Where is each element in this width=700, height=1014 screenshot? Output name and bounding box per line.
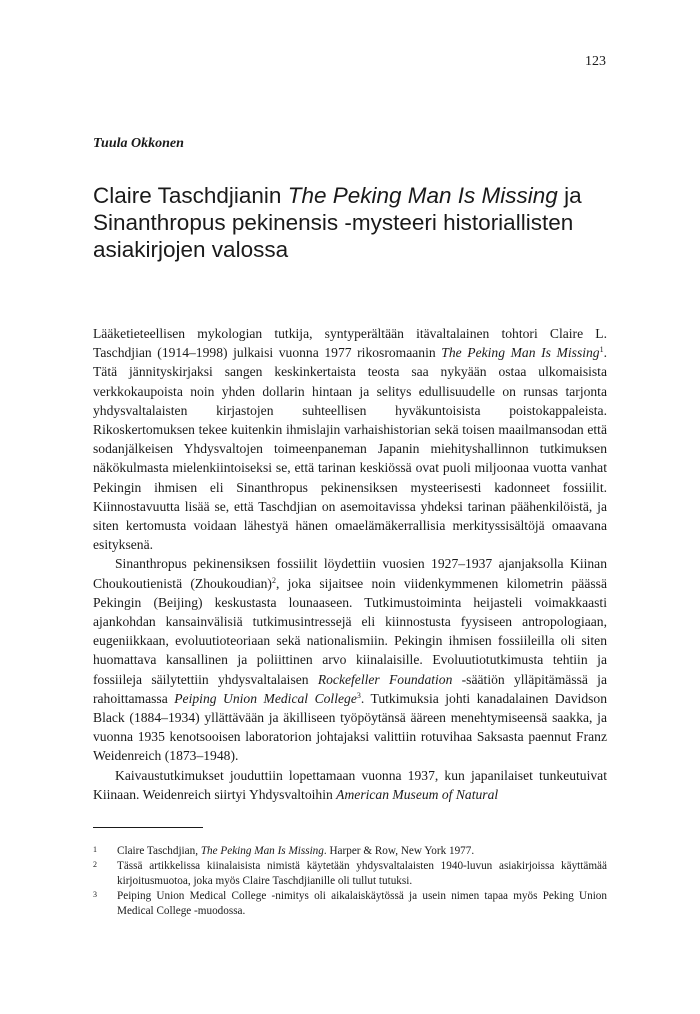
p2-text-b: , joka sijaitsee noin viidenkymmenen kilometrin päässä Pekingin (Beijing) keskustasta lounaaseen. Tutkimustoiminta heijasteli voimakkaasti ajankohdan kansainvälisiä tutkimusintressejä eli kiinnostusta fyysiseen antropologiaan, eugeniikkaan, evoluutioteoriaan sekä nationalismiin. Pekingin ihmisen fossiileilla oli siten huomattava kansallinen ja poliittinen arvo kiinalaisille. Evoluutiotutkimusta tehtiin ja fossiileja säilytettiin yhdysvaltalaisen — [93, 575, 607, 687]
title-part-2: ja Sinanthropus pekinensis -mysteeri historiallisten asiakirjojen valossa — [93, 183, 582, 262]
footnote-2 — [93, 859, 607, 889]
p1-text-c: . Tätä jännityskirjaksi sangen keskinkertaista teosta saa nykyään ostaa ulkomaisista verkkokaupoista noin yhden dollarin hintaan ja selitys edullisuudelle on runsas tarjonta yhdysvaltalaisten kirjastojen suhteellisen hyväkuntoisista poistokappaleista. Rikoskertomuksen tekee kuitenkin ihmislajin varhaishistorian sekä toisen maailmansodan että sodanjälkeisen Yhdysvaltojen toimeenpaneman Japanin miehityshallinnon tutkimuksen näkökulmasta mielenkiintoiseksi se, että tarinan keskiössä ovat puoli miljoonaa vuotta vanhat Pekingin ihmisen eli Sinanthropus pekinensiksen mysteerisesti kadonneet fossiilit. Kiinnostavuutta lisää se, että Taschdjian on asemoitavissa yhdeksi tarinan päähenkilöistä, ja siten kertomusta voidaan lähestyä hänen omaelämäkerrallisia merkityssisältöjä omaavana esityksenä. — [93, 345, 608, 553]
article-body — [93, 324, 607, 804]
footnote-divider — [93, 827, 203, 828]
p1-text-a: Lääketieteellisen mykologian tutkija, syntyperältään itävaltalainen tohtori Claire L. Taschdjian (1914–1998) julkaisi vuonna 1977 rikosromaanin — [93, 326, 607, 361]
footnote-1 — [93, 844, 607, 859]
author-name: Tuula Okkonen — [93, 136, 184, 151]
p3-italic-museum: American Museum of Natural — [336, 786, 499, 802]
p2-text-d: -säätiön ylläpitämässä ja rahoittamassa — [93, 671, 607, 706]
footnote-number: 2 — [93, 860, 97, 869]
p1-italic-book: The Peking Man Is Missing — [441, 345, 600, 361]
footnote-number: 1 — [93, 845, 97, 854]
article-title — [93, 182, 613, 263]
footnote-3 — [93, 889, 607, 919]
footnote-ref-2[interactable]: 2 — [271, 575, 276, 585]
footnotes — [93, 844, 607, 919]
paragraph-2 — [93, 554, 607, 765]
footnote-ref-3[interactable]: 3 — [356, 690, 361, 700]
p3-text-a: Kaivaustutkimukset jouduttiin lopettamaan vuonna 1937, kun japanilaiset tunkeutuivat Kiinaan. Weidenreich siirtyi Yhdysvaltoihin — [93, 767, 607, 802]
footnote-ref-1[interactable]: 1 — [599, 345, 604, 355]
footnote-1-text-c: . Harper & Row, New York 1977. — [323, 845, 475, 857]
p2-italic-college: Peiping Union Medical College — [174, 690, 357, 706]
page-number: 123 — [585, 54, 606, 69]
paragraph-3 — [93, 766, 607, 804]
footnote-1-text-a: Claire Taschdjian, — [117, 845, 201, 857]
title-part-1: Claire Taschdjianin — [93, 183, 288, 208]
footnote-number: 3 — [93, 890, 97, 899]
footnote-2-text: Tässä artikkelissa kiinalaisista nimistä käytetään yhdysvaltalaisten 1940-luvun asiakirjoissa käyttämää kirjoitusmuotoa, joka myös Claire Taschdjianille oli tullut tutuksi. — [117, 860, 607, 887]
p2-text-a: Sinanthropus pekinensiksen fossiilit löydettiin vuosien 1927–1937 ajanjaksolla Kiinan Choukoutienistä (Zhoukoudian) — [93, 556, 607, 591]
title-italic-book: The Peking Man Is Missing — [287, 183, 558, 208]
paragraph-1 — [93, 324, 607, 554]
p2-italic-foundation: Rockefeller Foundation — [317, 671, 453, 687]
p2-text-f: . Tutkimuksia johti kanadalainen Davidson Black (1884–1934) yllättävään ja äkilliseen työpöytänsä ääreen menehtymiseensä saakka, ja vuonna 1935 kenotsooisen laboratorion johtajaksi valittiin rotuvihaa Saksasta paennut Franz Weidenreich (1873–1948). — [93, 690, 608, 764]
footnote-1-italic: The Peking Man Is Missing — [200, 845, 324, 857]
footnote-3-text: Peiping Union Medical College -nimitys oli aikalaiskäytössä ja usein nimen tapaa myös Peking Union Medical College -muodossa. — [117, 890, 607, 917]
